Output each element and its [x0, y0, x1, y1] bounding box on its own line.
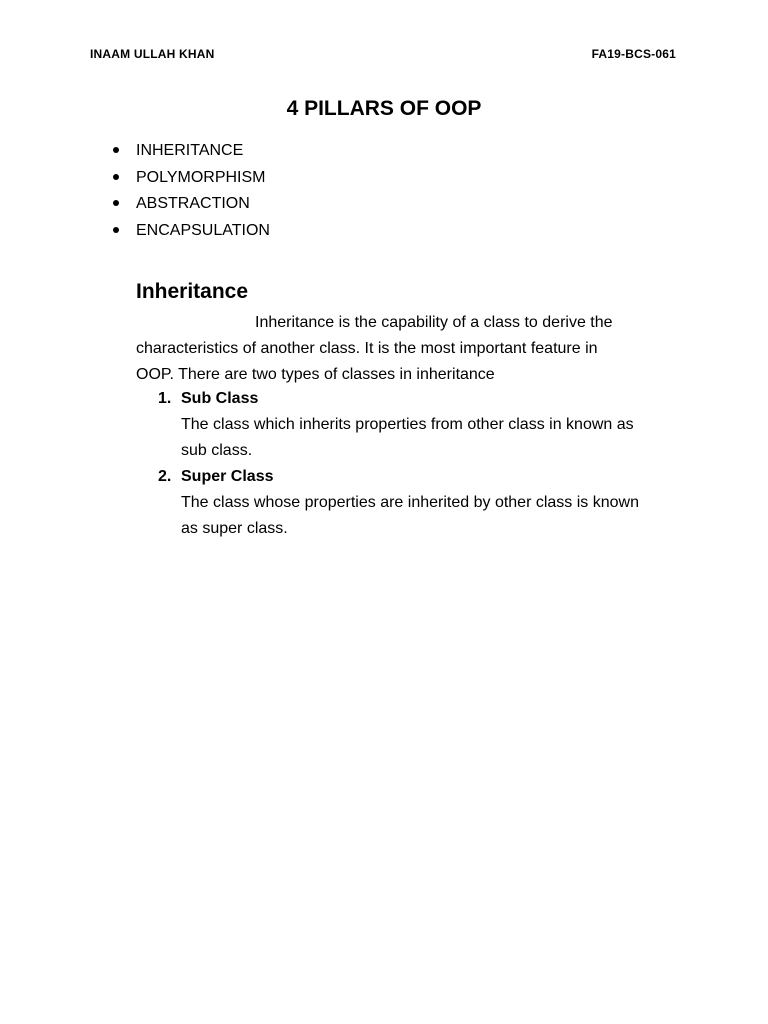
pillar-label: ENCAPSULATION	[136, 221, 270, 239]
type-name: Sub Class	[181, 390, 259, 407]
list-number: 2.	[158, 468, 172, 485]
inheritance-types-list	[158, 386, 639, 542]
bullet-icon	[113, 227, 119, 233]
inheritance-paragraph	[136, 310, 676, 388]
paragraph-line: OOP. There are two types of classes in inheritance	[136, 366, 495, 383]
type-description-line: The class whose properties are inherited by other class is known	[181, 494, 639, 511]
type-description-line: as super class.	[181, 520, 288, 537]
pillar-label: ABSTRACTION	[136, 195, 250, 212]
pillar-label: POLYMORPHISM	[136, 168, 266, 186]
bullet-icon	[113, 200, 119, 206]
bullet-icon	[113, 174, 119, 180]
header-roll-number: FA19-BCS-061	[591, 47, 676, 61]
type-name: Super Class	[181, 468, 274, 485]
header-author: INAAM ULLAH KHAN	[90, 47, 215, 61]
type-description-line: sub class.	[181, 442, 253, 459]
list-item	[158, 464, 639, 542]
pillar-label: INHERITANCE	[136, 142, 244, 159]
type-description-line: The class which inherits properties from other class in known as	[181, 416, 634, 433]
list-item	[158, 386, 639, 464]
section-heading-inheritance: Inheritance	[136, 280, 249, 303]
paragraph-line: Inheritance is the capability of a class to derive the	[255, 314, 613, 331]
paragraph-line: characteristics of another class. It is the most important feature in	[136, 340, 598, 357]
bullet-icon	[113, 147, 119, 153]
document-title: 4 PILLARS OF OOP	[286, 97, 482, 120]
list-number: 1.	[158, 390, 172, 407]
